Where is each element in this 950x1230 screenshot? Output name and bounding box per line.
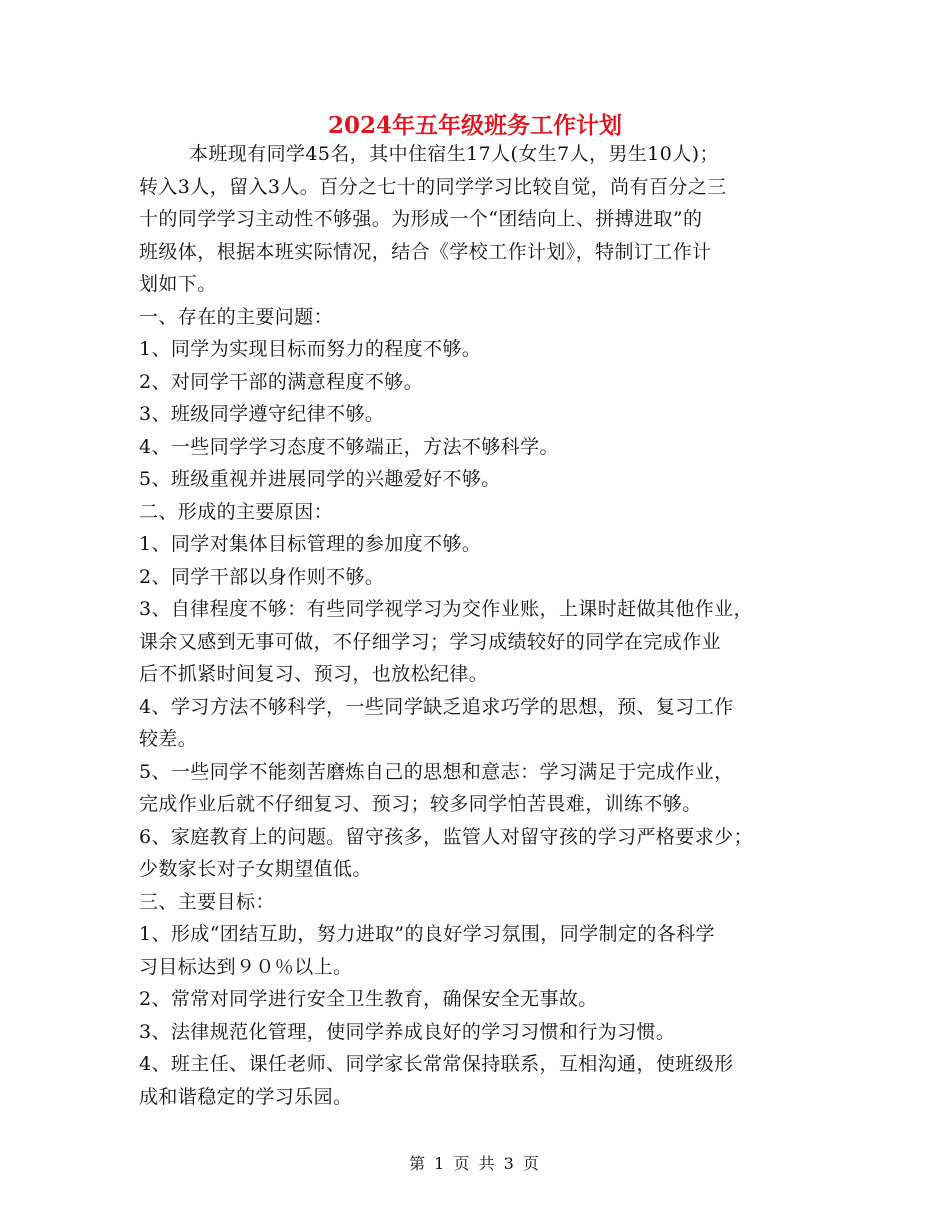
list-item-continuation: 完成作业后就不仔细复习、预习；较多同学怕苦畏难，训练不够。	[139, 793, 702, 815]
section-heading: 二、形成的主要原因：	[139, 500, 334, 523]
list-item: 1、同学为实现目标而努力的程度不够。	[139, 338, 482, 360]
paragraph-line: 班级体，根据本班实际情况，结合《学校工作计划》，特制订工作计	[139, 240, 712, 263]
paragraph-line: 转入3人，留入3人。百分之七十的同学学习比较自觉，尚有百分之三	[139, 175, 727, 198]
list-item: 6、家庭教育上的问题。留守孩多，监管人对留守孩的学习严格要求少；	[139, 825, 753, 848]
list-item: 1、形成“团结互助，努力进取”的良好学习氛围，同学制定的各科学	[139, 923, 715, 945]
page-number: 第 1 页 共 3 页	[409, 1154, 541, 1173]
list-item: 2、对同学干部的满意程度不够。	[139, 370, 424, 393]
section-heading: 一、存在的主要问题：	[139, 305, 334, 328]
list-item: 3、法律规范化管理，使同学养成良好的学习习惯和行为习惯。	[139, 1020, 676, 1043]
list-item: 3、班级同学遵守纪律不够。	[139, 403, 385, 425]
list-item: 2、常常对同学进行安全卫生教育，确保安全无事故。	[139, 988, 598, 1010]
list-item-continuation: 课余又感到无事可做，不仔细学习；学习成绩较好的同学在完成作业	[139, 630, 722, 653]
list-item-continuation: 习目标达到９０％以上。	[139, 955, 353, 978]
list-item-continuation: 较差。	[139, 728, 198, 750]
paragraph-line: 划如下。	[139, 273, 217, 295]
list-item: 5、一些同学不能刻苦磨炼自己的思想和意志：学习满足于完成作业，	[139, 760, 734, 783]
list-item: 4、学习方法不够科学，一些同学缺乏追求巧学的思想，预、复习工作	[139, 695, 734, 718]
paragraph-line: 本班现有同学45名，其中住宿生17人(女生7人，男生10人)；	[189, 143, 719, 165]
section-heading: 三、主要目标：	[139, 890, 275, 913]
list-item: 4、班主任、课任老师、同学家长常常保持联系，互相沟通，使班级形	[139, 1053, 734, 1075]
list-item-continuation: 后不抓紧时间复习、预习，也放松纪律。	[139, 663, 489, 685]
list-item: 5、班级重视并进展同学的兴趣爱好不够。	[139, 468, 501, 490]
list-item: 1、同学对集体目标管理的参加度不够。	[139, 533, 482, 555]
paragraph-line: 十的同学学习主动性不够强。为形成一个“团结向上、拼搏进取”的	[139, 208, 703, 230]
list-item-continuation: 成和谐稳定的学习乐园。	[139, 1085, 353, 1108]
list-item-continuation: 少数家长对子女期望值低。	[139, 858, 372, 880]
document-body	[139, 138, 839, 1113]
list-item: 3、自律程度不够：有些同学视学习为交作业账，上课时赶做其他作业，	[139, 598, 753, 620]
list-item: 2、同学干部以身作则不够。	[139, 565, 385, 588]
document-title: 2024年五年级班务工作计划	[327, 112, 622, 139]
list-item: 4、一些同学学习态度不够端正，方法不够科学。	[139, 435, 559, 458]
